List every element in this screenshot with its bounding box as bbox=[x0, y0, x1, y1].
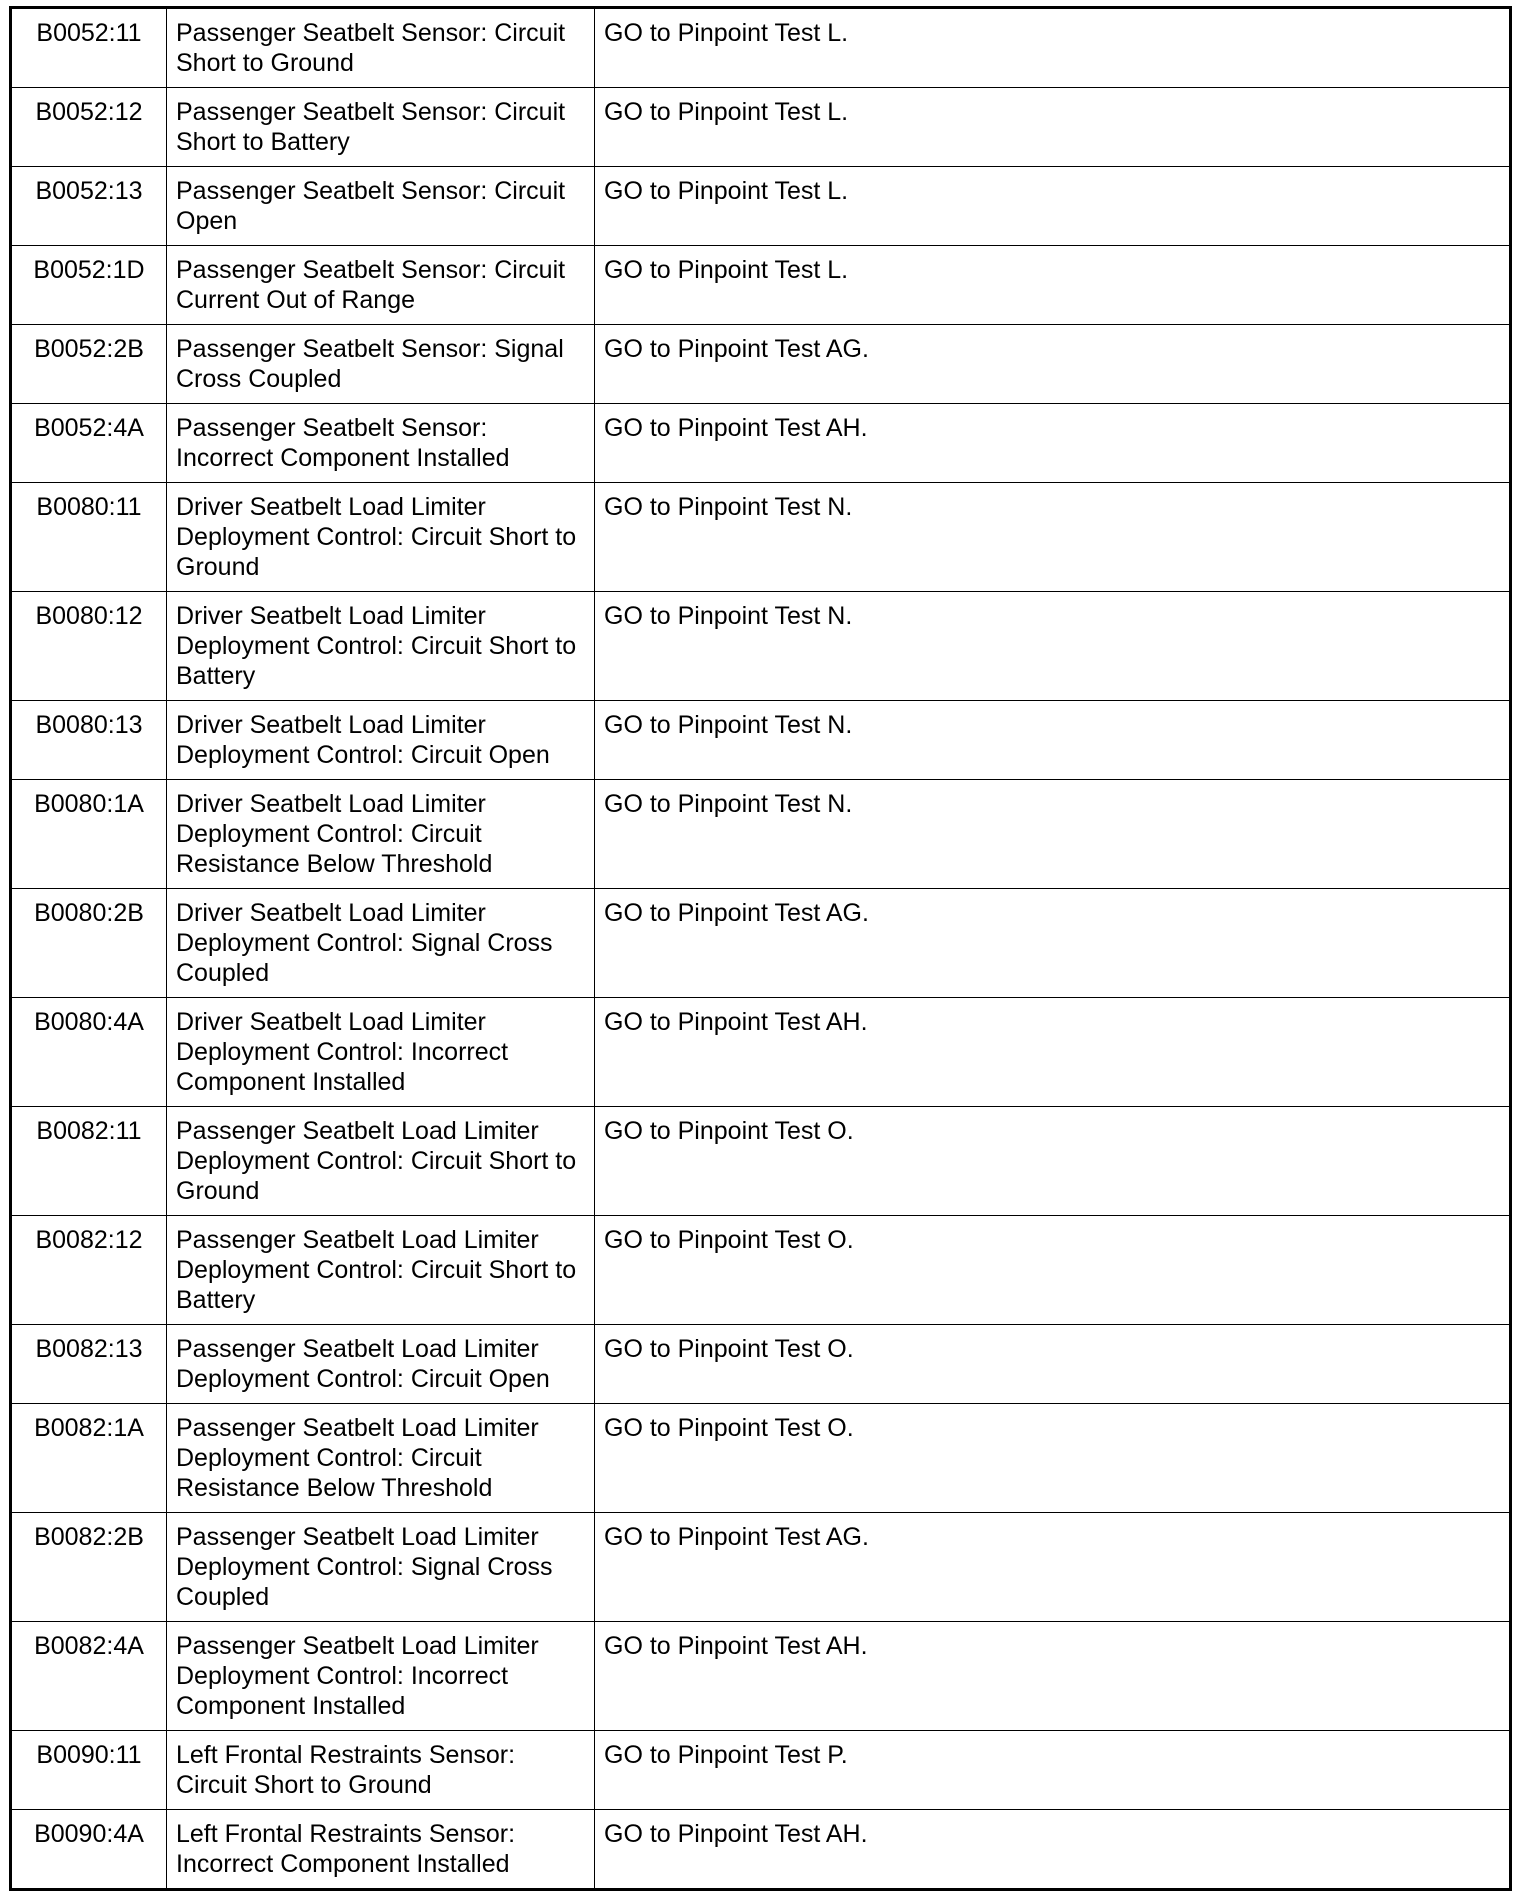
dtc-description: Passenger Seatbelt Sensor: Circuit Short to Battery bbox=[167, 88, 595, 167]
dtc-action: GO to Pinpoint Test AG. bbox=[595, 325, 1511, 404]
dtc-action: GO to Pinpoint Test AH. bbox=[595, 998, 1511, 1107]
dtc-code: B0082:2B bbox=[11, 1513, 167, 1622]
dtc-code: B0080:12 bbox=[11, 592, 167, 701]
dtc-action: GO to Pinpoint Test AG. bbox=[595, 1513, 1511, 1622]
dtc-action: GO to Pinpoint Test N. bbox=[595, 592, 1511, 701]
table-row bbox=[11, 8, 1511, 88]
dtc-description: Passenger Seatbelt Load Limiter Deployment Control: Circuit Open bbox=[167, 1325, 595, 1404]
dtc-action: GO to Pinpoint Test L. bbox=[595, 246, 1511, 325]
dtc-action: GO to Pinpoint Test O. bbox=[595, 1325, 1511, 1404]
table-row bbox=[11, 780, 1511, 889]
table-row bbox=[11, 701, 1511, 780]
dtc-code: B0080:2B bbox=[11, 889, 167, 998]
dtc-action: GO to Pinpoint Test AH. bbox=[595, 404, 1511, 483]
dtc-action: GO to Pinpoint Test AG. bbox=[595, 889, 1511, 998]
dtc-description: Driver Seatbelt Load Limiter Deployment Control: Circuit Short to Battery bbox=[167, 592, 595, 701]
table-row bbox=[11, 483, 1511, 592]
table-row bbox=[11, 1107, 1511, 1216]
dtc-action: GO to Pinpoint Test L. bbox=[595, 88, 1511, 167]
dtc-action: GO to Pinpoint Test N. bbox=[595, 780, 1511, 889]
dtc-description: Left Frontal Restraints Sensor: Circuit Short to Ground bbox=[167, 1731, 595, 1810]
dtc-code: B0052:1D bbox=[11, 246, 167, 325]
dtc-code: B0080:1A bbox=[11, 780, 167, 889]
dtc-action: GO to Pinpoint Test N. bbox=[595, 701, 1511, 780]
table-row bbox=[11, 1325, 1511, 1404]
dtc-code: B0082:4A bbox=[11, 1622, 167, 1731]
dtc-code: B0082:12 bbox=[11, 1216, 167, 1325]
table-row bbox=[11, 1513, 1511, 1622]
table-row bbox=[11, 998, 1511, 1107]
table-row bbox=[11, 592, 1511, 701]
dtc-description: Driver Seatbelt Load Limiter Deployment Control: Incorrect Component Installed bbox=[167, 998, 595, 1107]
dtc-description: Left Frontal Restraints Sensor: Incorrect Component Installed bbox=[167, 1810, 595, 1890]
table-row bbox=[11, 88, 1511, 167]
table-row bbox=[11, 889, 1511, 998]
table-row bbox=[11, 246, 1511, 325]
dtc-action: GO to Pinpoint Test L. bbox=[595, 8, 1511, 88]
dtc-code: B0052:2B bbox=[11, 325, 167, 404]
table-row bbox=[11, 1810, 1511, 1890]
table-row bbox=[11, 1622, 1511, 1731]
dtc-action: GO to Pinpoint Test P. bbox=[595, 1731, 1511, 1810]
dtc-description: Passenger Seatbelt Sensor: Circuit Current Out of Range bbox=[167, 246, 595, 325]
dtc-code: B0090:11 bbox=[11, 1731, 167, 1810]
table-row bbox=[11, 1731, 1511, 1810]
dtc-description: Passenger Seatbelt Load Limiter Deployment Control: Circuit Short to Ground bbox=[167, 1107, 595, 1216]
dtc-description: Passenger Seatbelt Sensor: Circuit Short to Ground bbox=[167, 8, 595, 88]
dtc-code: B0090:4A bbox=[11, 1810, 167, 1890]
table-row bbox=[11, 1216, 1511, 1325]
dtc-action: GO to Pinpoint Test AH. bbox=[595, 1810, 1511, 1890]
dtc-code: B0082:11 bbox=[11, 1107, 167, 1216]
dtc-action: GO to Pinpoint Test O. bbox=[595, 1107, 1511, 1216]
dtc-code: B0082:13 bbox=[11, 1325, 167, 1404]
dtc-code: B0052:4A bbox=[11, 404, 167, 483]
dtc-description: Passenger Seatbelt Load Limiter Deployment Control: Circuit Resistance Below Threshold bbox=[167, 1404, 595, 1513]
dtc-code: B0082:1A bbox=[11, 1404, 167, 1513]
dtc-description: Driver Seatbelt Load Limiter Deployment Control: Circuit Short to Ground bbox=[167, 483, 595, 592]
dtc-description: Driver Seatbelt Load Limiter Deployment Control: Circuit Resistance Below Threshold bbox=[167, 780, 595, 889]
dtc-code: B0052:12 bbox=[11, 88, 167, 167]
dtc-description: Passenger Seatbelt Load Limiter Deployment Control: Circuit Short to Battery bbox=[167, 1216, 595, 1325]
dtc-action: GO to Pinpoint Test N. bbox=[595, 483, 1511, 592]
dtc-description: Passenger Seatbelt Sensor: Circuit Open bbox=[167, 167, 595, 246]
dtc-description: Passenger Seatbelt Sensor: Incorrect Component Installed bbox=[167, 404, 595, 483]
dtc-code: B0080:4A bbox=[11, 998, 167, 1107]
dtc-description: Passenger Seatbelt Load Limiter Deployment Control: Incorrect Component Installed bbox=[167, 1622, 595, 1731]
dtc-action: GO to Pinpoint Test AH. bbox=[595, 1622, 1511, 1731]
dtc-code: B0052:11 bbox=[11, 8, 167, 88]
table-row bbox=[11, 1404, 1511, 1513]
dtc-description: Passenger Seatbelt Sensor: Signal Cross Coupled bbox=[167, 325, 595, 404]
dtc-action: GO to Pinpoint Test O. bbox=[595, 1216, 1511, 1325]
dtc-description: Passenger Seatbelt Load Limiter Deployment Control: Signal Cross Coupled bbox=[167, 1513, 595, 1622]
table-row bbox=[11, 325, 1511, 404]
dtc-table bbox=[9, 6, 1512, 1891]
dtc-description: Driver Seatbelt Load Limiter Deployment Control: Signal Cross Coupled bbox=[167, 889, 595, 998]
table-row bbox=[11, 167, 1511, 246]
dtc-code: B0052:13 bbox=[11, 167, 167, 246]
dtc-code: B0080:13 bbox=[11, 701, 167, 780]
table-row bbox=[11, 404, 1511, 483]
dtc-action: GO to Pinpoint Test O. bbox=[595, 1404, 1511, 1513]
dtc-action: GO to Pinpoint Test L. bbox=[595, 167, 1511, 246]
dtc-code: B0080:11 bbox=[11, 483, 167, 592]
dtc-description: Driver Seatbelt Load Limiter Deployment Control: Circuit Open bbox=[167, 701, 595, 780]
